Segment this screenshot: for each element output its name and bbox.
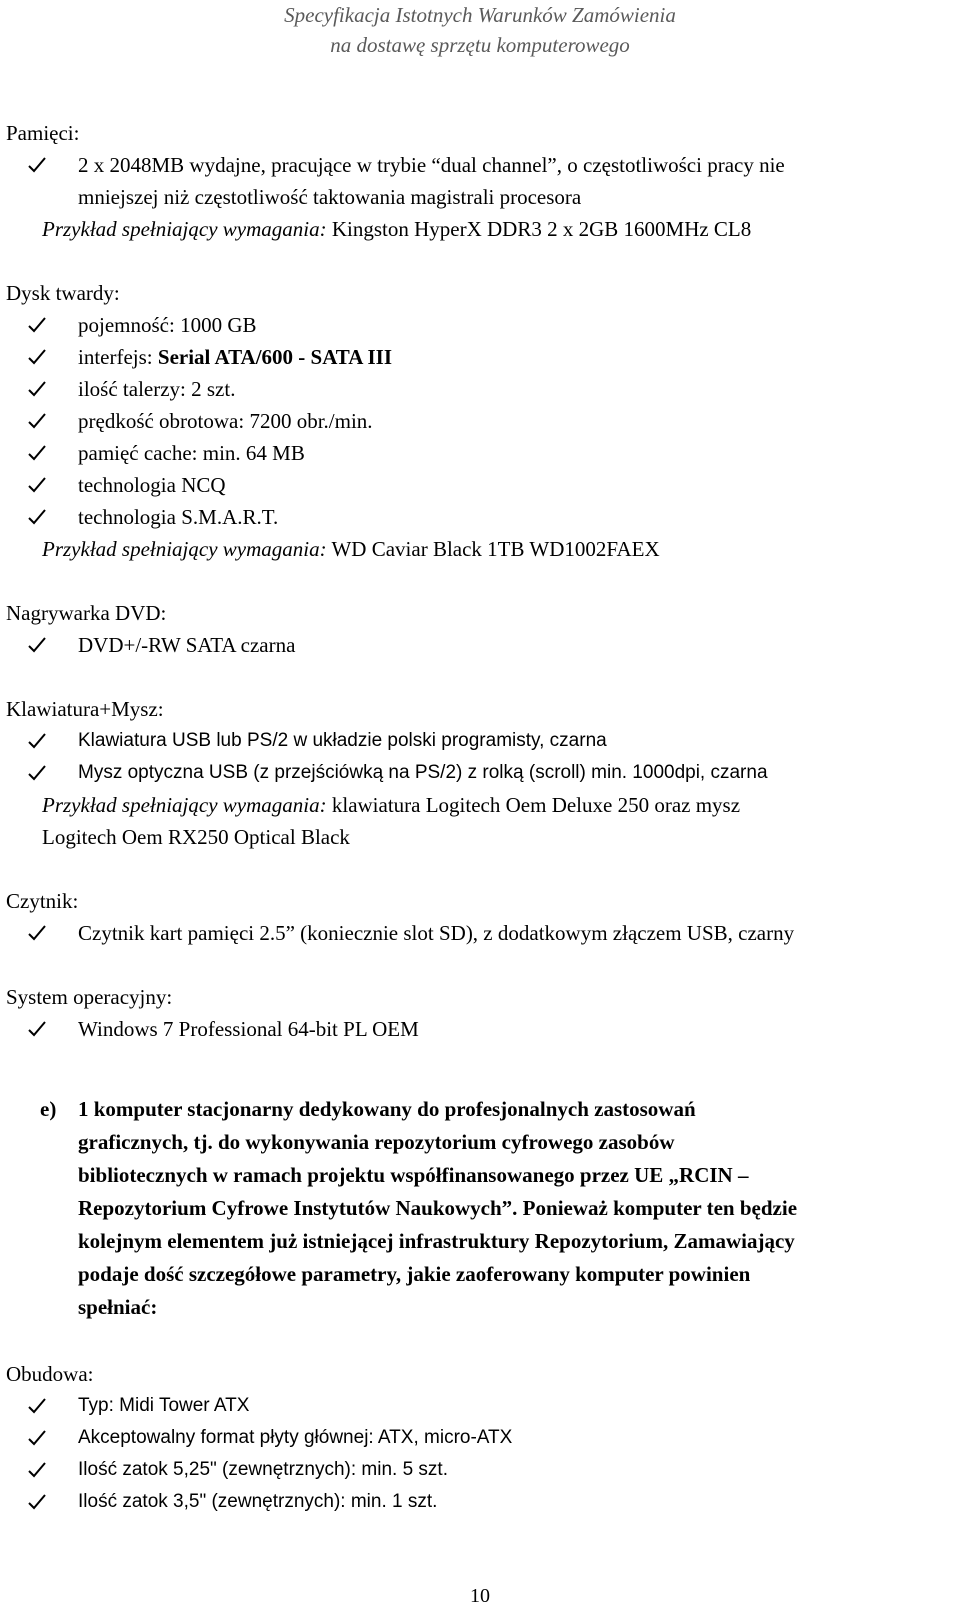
item-line: Repozytorium Cyfrowe Instytutów Naukowych”. Ponieważ komputer ten będzie [78,1196,798,1220]
list-item: ilość talerzy: 2 szt. [6,373,936,405]
item-label: e) [40,1097,57,1121]
list-item: pojemność: 1000 GB [6,309,936,341]
section-title: Pamięci: [6,121,80,145]
checkmark-icon [28,757,48,789]
item-line: bibliotecznych w ramach projektu współfinansowanego przez UE „RCIN – [78,1163,749,1187]
list-item: technologia NCQ [6,469,936,501]
checkmark-icon [28,501,48,533]
section-title: System operacyjny: [6,985,173,1009]
list-item: Czytnik kart pamięci 2.5” (koniecznie slot SD), z dodatkowym złączem USB, czarny [6,917,936,949]
checkmark-icon [28,469,48,501]
section-title: Obudowa: [6,1362,94,1386]
list-item: prędkość obrotowa: 7200 obr./min. [6,405,936,437]
list-item: Klawiatura USB lub PS/2 w układzie polski programisty, czarna [6,725,936,757]
list-item: pamięć cache: min. 64 MB [6,437,936,469]
checkmark-icon [28,437,48,469]
checkmark-icon [28,149,48,181]
list-item: DVD+/-RW SATA czarna [6,629,936,661]
item-line: spełniać: [78,1295,158,1319]
checkmark-icon [28,1390,48,1422]
page-number: 10 [470,1585,490,1607]
item-line: kolejnym elementem już istniejącej infrastruktury Repozytorium, Zamawiający [78,1229,795,1253]
item-line: graficznych, tj. do wykonywania repozytorium cyfrowego zasobów [78,1130,675,1154]
checkmark-icon [28,341,48,373]
list-item: interfejs: Serial ATA/600 - SATA III [6,341,936,373]
checkmark-icon [28,629,48,661]
list-item: Typ: Midi Tower ATX [6,1390,936,1422]
list-item-continuation: mniejszej niż częstotliwość taktowania magistrali procesora [78,185,582,209]
list-item: Ilość zatok 5,25" (zewnętrznych): min. 5 szt. [6,1454,936,1486]
example-line-continuation: Logitech Oem RX250 Optical Black [42,825,350,849]
header-line-2: na dostawę sprzętu komputerowego [330,33,630,57]
checkmark-icon [28,309,48,341]
section-title: Klawiatura+Mysz: [6,697,164,721]
example-line: Przykład spełniający wymagania: Kingston HyperX DDR3 2 x 2GB 1600MHz CL8 [42,217,752,241]
list-item: 2 x 2048MB wydajne, pracujące w trybie “dual channel”, o częstotliwości pracy nie [6,149,936,181]
item-line: podaje dość szczegółowe parametry, jakie zaoferowany komputer powinien [78,1262,751,1286]
checkmark-icon [28,917,48,949]
list-item: Mysz optyczna USB (z przejściówką na PS/2) z rolką (scroll) min. 1000dpi, czarna [6,757,936,789]
section-obudowa [6,1358,936,1518]
checkmark-icon [28,373,48,405]
document-body [6,117,936,1518]
checkmark-icon [28,725,48,757]
list-item: Ilość zatok 3,5" (zewnętrznych): min. 1 szt. [6,1486,936,1518]
section-title: Czytnik: [6,889,79,913]
list-item: Windows 7 Professional 64-bit PL OEM [6,1013,936,1045]
list-item: Akceptowalny format płyty głównej: ATX, micro-ATX [6,1422,936,1454]
section-title: Nagrywarka DVD: [6,601,167,625]
section-title: Dysk twardy: [6,281,120,305]
numbered-item-e [6,1093,936,1324]
section-system [6,981,936,1045]
example-line: Przykład spełniający wymagania: klawiatura Logitech Oem Deluxe 250 oraz mysz [42,793,741,817]
checkmark-icon [28,1486,48,1518]
checkmark-icon [28,1454,48,1486]
section-czytnik [6,885,936,949]
checkmark-icon [28,405,48,437]
section-dvd [6,597,936,661]
list-item: technologia S.M.A.R.T. [6,501,936,533]
section-dysk [6,277,936,565]
item-line: 1 komputer stacjonarny dedykowany do profesjonalnych zastosowań [78,1097,696,1121]
header-line-1: Specyfikacja Istotnych Warunków Zamówienia [284,3,676,27]
checkmark-icon [28,1422,48,1454]
section-pamieci [6,117,936,245]
checkmark-icon [28,1013,48,1045]
example-line: Przykład spełniający wymagania: WD Caviar Black 1TB WD1002FAEX [42,537,660,561]
document-header [0,0,960,60]
section-klawiatura [6,693,936,853]
